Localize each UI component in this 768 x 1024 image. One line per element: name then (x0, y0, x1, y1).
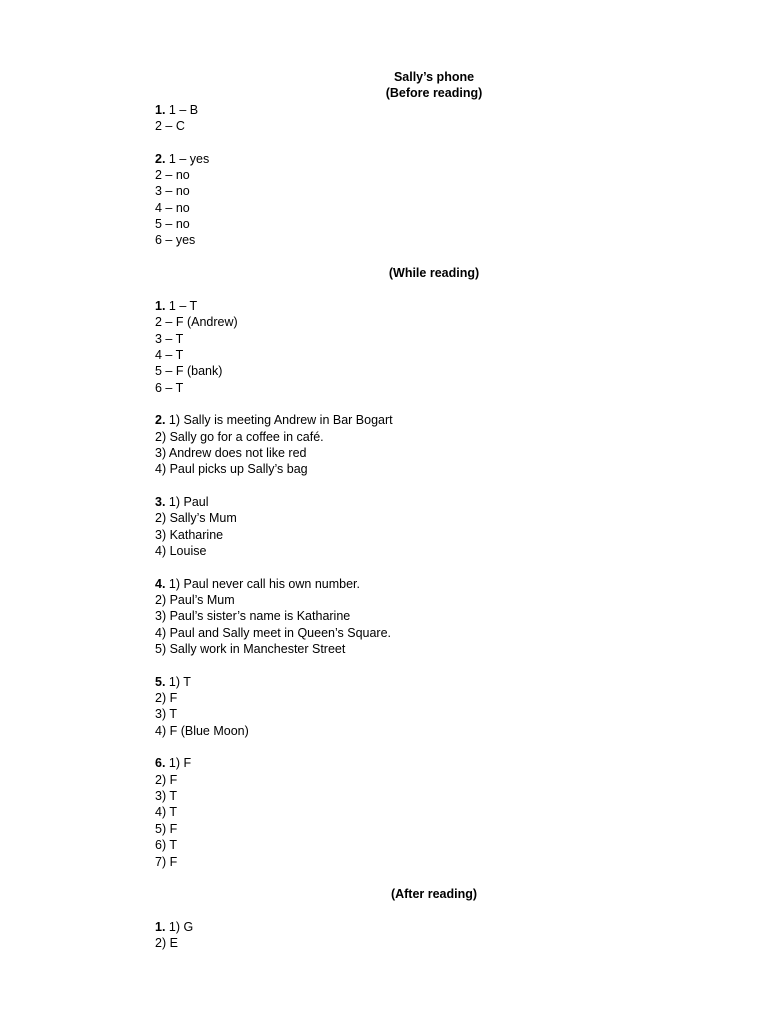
answer-key-page (155, 69, 715, 952)
answer-text: 1) G (168, 919, 194, 934)
answer-line: 2) Sally’s Mum (155, 511, 237, 526)
answer-line (155, 755, 715, 771)
section-heading-while-reading: (While reading) (388, 266, 480, 281)
section-heading-before-reading: (Before reading) (385, 86, 483, 101)
answer-text: 1 – B (168, 102, 199, 117)
answer-line (155, 919, 715, 935)
spacer (155, 478, 715, 494)
answer-line: 6 – T (155, 380, 184, 395)
answer-line: 3) T (155, 707, 177, 722)
answer-text: 1 – yes (168, 151, 210, 166)
answer-line: 3) Andrew does not like red (155, 445, 307, 460)
answer-line: 6 – yes (155, 233, 196, 248)
answer-text: 1) T (168, 674, 191, 689)
answer-line: 4) T (155, 805, 177, 820)
answer-line: 3) T (155, 789, 177, 804)
answer-line: 5) Sally work in Manchester Street (155, 642, 346, 657)
answer-line: 2) Paul’s Mum (155, 593, 235, 607)
question-number: 1. (155, 102, 166, 117)
answer-line: 5 – F (bank) (155, 364, 223, 379)
answer-line: 4) F (Blue Moon) (155, 723, 249, 738)
answer-line: 4) Paul picks up Sally’s bag (155, 462, 308, 477)
answer-line: 2 – F (Andrew) (155, 315, 238, 330)
answer-line: 4) Paul and Sally meet in Queen’s Square. (155, 625, 392, 640)
answer-line: 2) E (155, 936, 178, 951)
answer-line (155, 298, 715, 314)
answer-line: 3 – T (155, 331, 184, 346)
spacer (155, 559, 715, 575)
question-number: 3. (155, 494, 166, 509)
question-number: 6. (155, 756, 166, 771)
spacer (155, 281, 715, 297)
answer-line: 5 – no (155, 217, 190, 232)
spacer (155, 903, 715, 919)
spacer (155, 396, 715, 412)
question-number: 1. (155, 919, 166, 934)
answer-line (155, 674, 715, 690)
answer-line: 5) F (155, 821, 178, 836)
answer-line: 6) T (155, 838, 177, 853)
answer-line: 2) Sally go for a coffee in café. (155, 429, 324, 444)
answer-text: 1) Paul (168, 494, 209, 509)
answer-line: 2 – C (155, 119, 185, 134)
answer-line: 4 – T (155, 347, 184, 362)
question-number: 2. (155, 413, 166, 428)
answer-line: 2) F (155, 691, 178, 706)
answer-line (155, 102, 715, 118)
answer-text: 1) Paul never call his own number. (168, 576, 360, 591)
spacer (155, 134, 715, 150)
spacer (155, 870, 715, 886)
answer-line: 2) F (155, 772, 178, 787)
answer-line: 4) Louise (155, 543, 207, 558)
spacer (155, 249, 715, 265)
spacer (155, 739, 715, 755)
answer-line: 3) Katharine (155, 527, 224, 542)
question-number: 4. (155, 576, 166, 591)
section-heading-after-reading: (After reading) (390, 887, 478, 902)
answer-text: 1) F (168, 756, 192, 771)
answer-text: 1 – T (168, 298, 198, 313)
answer-line: 3) Paul’s sister’s name is Katharine (155, 609, 351, 624)
answer-line (155, 576, 715, 592)
question-number: 1. (155, 298, 166, 313)
question-number: 5. (155, 674, 166, 689)
answer-line: 2 – no (155, 168, 190, 183)
question-number: 2. (155, 151, 166, 166)
document-title: Sally’s phone (393, 70, 475, 84)
answer-line (155, 494, 715, 510)
answer-line (155, 412, 715, 428)
answer-line: 4 – no (155, 200, 190, 215)
answer-line: 7) F (155, 854, 178, 869)
answer-text: 1) Sally is meeting Andrew in Bar Bogart (168, 413, 393, 428)
spacer (155, 657, 715, 673)
answer-line (155, 151, 715, 167)
answer-line: 3 – no (155, 184, 190, 199)
